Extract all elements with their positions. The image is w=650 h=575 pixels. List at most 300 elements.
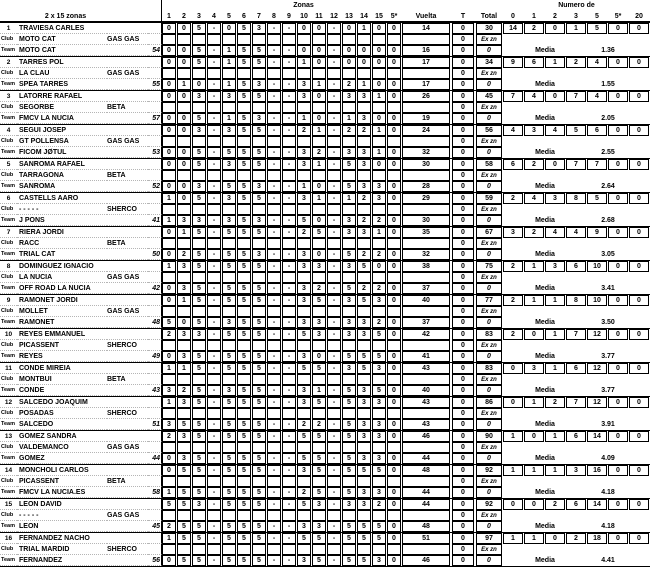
time-penalty-cell: 0 [452, 408, 474, 419]
zone-score-cell: - [327, 295, 341, 306]
zone-score-cell: 1 [222, 79, 236, 90]
empty-zone-cell [207, 340, 221, 351]
zone-score-cell: 5 [342, 431, 356, 442]
zone-score-cell: - [207, 431, 221, 442]
empty-zone-cell [357, 136, 371, 147]
bib-spacer [148, 306, 162, 317]
zone-score-cell: 0 [342, 57, 356, 68]
empty-zone-cell [282, 442, 296, 453]
empty-zone-cell [282, 68, 296, 79]
header-columns-row [0, 11, 650, 23]
empty-zone-cell [252, 510, 266, 521]
zone-score-cell: 5 [342, 283, 356, 294]
rider-main-row [0, 397, 650, 408]
time-penalty-cell: 0 [452, 91, 474, 102]
zone-score-cell: 5 [237, 79, 251, 90]
numero-end-spacer [629, 113, 650, 124]
club-row-label: Club [0, 238, 17, 249]
zone-score-cell: 3 [222, 193, 236, 204]
empty-zone-cell [222, 510, 236, 521]
empty-zone-cell [162, 170, 176, 181]
media-value: 3.50 [601, 319, 615, 326]
zone-score-cell: 0 [312, 91, 326, 102]
zone-score-cell: 2 [297, 227, 311, 238]
empty-zone-cell [207, 68, 221, 79]
numero-count-cell: 0 [608, 193, 628, 204]
bib-spacer [148, 125, 162, 136]
empty-zone-cell [162, 68, 176, 79]
zone-score-cell: - [282, 363, 296, 374]
zone-score-cell: 5 [192, 385, 206, 396]
zone-score-cell: 3 [357, 487, 371, 498]
zone-score-cell: 1 [312, 79, 326, 90]
vuelta-total-cell: 19 [402, 113, 450, 124]
zone-score-cell: - [282, 487, 296, 498]
zone-score-cell: 5 [222, 465, 236, 476]
empty-zone-cell [312, 408, 326, 419]
zone-score-cell: 0 [387, 317, 401, 328]
rider-name: DOMINGUEZ IGNACIO [17, 261, 107, 272]
rider-team-row [0, 181, 650, 192]
zone-score-cell: 2 [357, 215, 371, 226]
zone-score-cell: 3 [372, 295, 386, 306]
vuelta-total-cell: 17 [402, 57, 450, 68]
zone-score-cell: 5 [342, 465, 356, 476]
bib-number: 53 [148, 147, 162, 158]
total-cell: 86 [476, 397, 502, 408]
numero-count-cell: 2 [524, 23, 544, 34]
empty-zone-cell [357, 238, 371, 249]
vuelta-total-cell: 44 [402, 453, 450, 464]
rider-team-row [0, 249, 650, 260]
zone-score-cell: 5 [372, 385, 386, 396]
empty-zone-cell [327, 374, 341, 385]
zone-score-cell: - [207, 465, 221, 476]
zone-score-cell: 3 [297, 397, 311, 408]
numero-count-cell: 1 [545, 363, 565, 374]
zone-score-cell: - [282, 431, 296, 442]
numero-count-cell: 1 [545, 57, 565, 68]
empty-zone-cell [162, 272, 176, 283]
bib-spacer [148, 499, 162, 510]
zone-score-cell: 5 [237, 317, 251, 328]
bib-number: 49 [148, 351, 162, 362]
vuelta-total-cell: 38 [402, 261, 450, 272]
empty-zone-cell [387, 340, 401, 351]
empty-vuelta-cell [402, 476, 450, 487]
vuelta-total-cell: 35 [402, 227, 450, 238]
numero-count-cell: 0 [629, 397, 649, 408]
empty-zone-cell [312, 510, 326, 521]
zone-score-cell: 0 [387, 419, 401, 430]
time-penalty-cell: 0 [452, 283, 474, 294]
empty-zone-cell [237, 510, 251, 521]
club-name: LA NUCIA [17, 272, 107, 283]
zone-score-cell: 0 [162, 91, 176, 102]
team-row-label: Team [0, 419, 17, 430]
zone-score-cell: 5 [297, 329, 311, 340]
team-name: SANROMA [17, 181, 107, 192]
empty-zone-cell [162, 136, 176, 147]
media-value: 1.55 [601, 81, 615, 88]
zone-score-cell: 5 [342, 249, 356, 260]
numero-count-cell: 0 [629, 57, 649, 68]
results-body [0, 23, 650, 567]
zone-score-cell: 5 [237, 283, 251, 294]
zone-score-cell: 0 [162, 249, 176, 260]
time-penalty-cell: 0 [452, 465, 474, 476]
zone-score-cell: - [267, 215, 281, 226]
empty-zone-cell [327, 306, 341, 317]
numero-count-cell: 1 [503, 533, 523, 544]
numero-end-spacer [629, 521, 650, 532]
empty-zone-cell [282, 510, 296, 521]
empty-zone-cell [267, 272, 281, 283]
media-label: Media [535, 455, 555, 462]
empty-zone-cell [357, 374, 371, 385]
zone-score-cell: - [282, 397, 296, 408]
vuelta-total-cell: 44 [402, 499, 450, 510]
empty-zone-cell [192, 102, 206, 113]
zone-score-cell: - [282, 283, 296, 294]
club-name: MONTBUI [17, 374, 107, 385]
total-cell: 59 [476, 193, 502, 204]
zone-score-cell: 3 [222, 159, 236, 170]
zone-score-cell: 3 [192, 125, 206, 136]
brand-name: BETA [107, 238, 148, 249]
zone-score-cell: 0 [162, 227, 176, 238]
zone-score-cell: - [267, 261, 281, 272]
numero-col-header: 0 [511, 12, 515, 20]
empty-zone-cell [267, 136, 281, 147]
brand-spacer [107, 125, 148, 136]
rider-main-row [0, 159, 650, 170]
brand-spacer [107, 215, 148, 226]
zone-score-cell: 5 [222, 363, 236, 374]
zone-score-cell: 5 [162, 317, 176, 328]
zone-score-cell: 5 [177, 419, 191, 430]
zone-score-cell: - [207, 329, 221, 340]
rider-position: 11 [0, 363, 17, 374]
zone-score-cell: 3 [342, 329, 356, 340]
zone-score-cell: 3 [357, 397, 371, 408]
team-name: FICOM JØTUL [17, 147, 107, 158]
bib-spacer [148, 329, 162, 340]
time-penalty-cell: 0 [452, 45, 474, 56]
zone-col-header: 1 [167, 12, 171, 20]
numero-count-cell: 12 [587, 329, 607, 340]
zone-score-cell: 2 [372, 215, 386, 226]
zone-score-cell: 3 [312, 317, 326, 328]
time-penalty-cell: 0 [452, 113, 474, 124]
total-cell: 92 [476, 465, 502, 476]
empty-zone-cell [282, 238, 296, 249]
time-penalty-cell: 0 [452, 533, 474, 544]
zone-score-cell: - [327, 419, 341, 430]
empty-zone-cell [237, 374, 251, 385]
zone-score-cell: 0 [162, 181, 176, 192]
bib-number: 43 [148, 385, 162, 396]
empty-zone-cell [312, 544, 326, 555]
team-row-label: Team [0, 453, 17, 464]
empty-zone-cell [252, 204, 266, 215]
club-row-label: Club [0, 374, 17, 385]
time-penalty-cell: 0 [452, 555, 474, 566]
empty-zone-cell [372, 136, 386, 147]
vuelta-total-cell: 46 [402, 431, 450, 442]
empty-zone-cell [342, 170, 356, 181]
empty-zone-cell [222, 238, 236, 249]
zone-score-cell: 5 [237, 487, 251, 498]
empty-zone-cell [222, 34, 236, 45]
rider-club-row [0, 170, 650, 181]
empty-zone-cell [372, 340, 386, 351]
numero-empty-span [503, 510, 650, 521]
zone-score-cell: - [282, 555, 296, 566]
zone-score-cell: 2 [297, 125, 311, 136]
empty-zone-cell [222, 340, 236, 351]
zone-score-cell: 3 [372, 431, 386, 442]
zone-score-cell: - [327, 215, 341, 226]
zone-score-cell: - [327, 521, 341, 532]
zone-score-cell: 3 [297, 295, 311, 306]
zone-score-cell: 5 [222, 181, 236, 192]
lap-total-zero-cell: 0 [476, 351, 502, 362]
zone-score-cell: - [327, 499, 341, 510]
zone-score-cell: - [327, 363, 341, 374]
rider-name: MONCHOLI CARLOS [17, 465, 107, 476]
time-penalty-cell: 0 [452, 442, 474, 453]
empty-zone-cell [222, 476, 236, 487]
zone-score-cell: 2 [177, 249, 191, 260]
bib-spacer [148, 34, 162, 45]
rider-club-row [0, 68, 650, 79]
empty-zone-cell [372, 374, 386, 385]
bib-spacer [148, 102, 162, 113]
zone-score-cell: 5 [252, 465, 266, 476]
zone-score-cell: 0 [387, 227, 401, 238]
rider-team-row [0, 351, 650, 362]
zone-score-cell: - [327, 351, 341, 362]
time-penalty-cell: 0 [452, 193, 474, 204]
empty-zone-cell [327, 272, 341, 283]
empty-zone-cell [237, 442, 251, 453]
numero-empty-span [503, 408, 650, 419]
zone-score-cell: 3 [372, 193, 386, 204]
media-value: 3.05 [601, 251, 615, 258]
empty-zone-cell [222, 306, 236, 317]
empty-vuelta-cell [402, 340, 450, 351]
zone-score-cell: 0 [162, 351, 176, 362]
rider-main-row [0, 499, 650, 510]
total-cell: 56 [476, 125, 502, 136]
empty-zone-cell [267, 238, 281, 249]
zone-col-header: 7 [257, 12, 261, 20]
zone-score-cell: 0 [312, 215, 326, 226]
zone-score-cell: 3 [342, 91, 356, 102]
brand-name: GAS GAS [107, 306, 148, 317]
zone-col-header: 5 [227, 12, 231, 20]
empty-zone-cell [342, 476, 356, 487]
bib-spacer [148, 261, 162, 272]
zone-score-cell: 3 [357, 227, 371, 238]
numero-end-spacer [629, 351, 650, 362]
empty-zone-cell [342, 408, 356, 419]
zone-score-cell: - [207, 215, 221, 226]
brand-spacer [107, 521, 148, 532]
zone-score-cell: 5 [237, 555, 251, 566]
rider-team-row [0, 317, 650, 328]
brand-spacer [107, 249, 148, 260]
zone-score-cell: 5 [357, 521, 371, 532]
empty-zone-cell [162, 544, 176, 555]
numero-count-cell: 1 [545, 465, 565, 476]
bib-spacer [148, 159, 162, 170]
club-row-label: Club [0, 272, 17, 283]
zone-score-cell: - [207, 193, 221, 204]
zone-score-cell: 5 [192, 521, 206, 532]
empty-zone-cell [222, 102, 236, 113]
zone-score-cell: 5 [192, 283, 206, 294]
empty-zone-cell [387, 102, 401, 113]
zone-score-cell: 3 [192, 215, 206, 226]
zone-score-cell: 5 [252, 57, 266, 68]
empty-zone-cell [357, 102, 371, 113]
numero-group-label: Numero de [558, 2, 595, 9]
zone-score-cell: - [267, 329, 281, 340]
zone-score-cell: 1 [342, 113, 356, 124]
zone-score-cell: - [282, 193, 296, 204]
zone-score-cell: 2 [372, 317, 386, 328]
rider-team-row [0, 215, 650, 226]
empty-zone-cell [237, 272, 251, 283]
zone-score-cell: 0 [387, 397, 401, 408]
brand-name: BETA [107, 374, 148, 385]
zone-score-cell: - [282, 215, 296, 226]
total-cell: 34 [476, 57, 502, 68]
lap-total-zero-cell: 0 [476, 487, 502, 498]
empty-zone-cell [267, 306, 281, 317]
brand-spacer [107, 113, 148, 124]
empty-zone-cell [177, 340, 191, 351]
zone-score-cell: 0 [387, 465, 401, 476]
zone-score-cell: 5 [192, 113, 206, 124]
team-name: FMCV LA NUCIA [17, 113, 107, 124]
numero-count-cell: 0 [524, 431, 544, 442]
zone-score-cell: 3 [297, 193, 311, 204]
total-cell: 77 [476, 295, 502, 306]
media-label: Media [535, 523, 555, 530]
media-label: Media [535, 387, 555, 394]
club-name: TARRAGONA [17, 170, 107, 181]
rider-club-row [0, 136, 650, 147]
numero-count-cell: 14 [587, 499, 607, 510]
rider-name: TRAVIESA CARLES [17, 23, 107, 34]
empty-zone-cell [237, 340, 251, 351]
numero-count-cell: 10 [587, 295, 607, 306]
vuelta-total-cell: 17 [402, 79, 450, 90]
numero-count-cell: 4 [503, 125, 523, 136]
empty-vuelta-cell [402, 170, 450, 181]
empty-zone-cell [207, 544, 221, 555]
zone-score-cell: - [207, 295, 221, 306]
vuelta-total-cell: 48 [402, 521, 450, 532]
empty-zone-cell [207, 408, 221, 419]
rider-position: 13 [0, 431, 17, 442]
empty-vuelta-cell [402, 136, 450, 147]
numero-count-cell: 4 [566, 227, 586, 238]
numero-end-spacer [629, 283, 650, 294]
media-value: 4.18 [601, 523, 615, 530]
vuelta-total-cell: 40 [402, 295, 450, 306]
empty-zone-cell [327, 34, 341, 45]
empty-zone-cell [192, 306, 206, 317]
empty-zone-cell [177, 442, 191, 453]
zone-score-cell: - [327, 147, 341, 158]
empty-zone-cell [162, 204, 176, 215]
empty-zone-cell [282, 374, 296, 385]
brand-spacer [107, 385, 148, 396]
zone-score-cell: - [267, 295, 281, 306]
zone-score-cell: 2 [372, 283, 386, 294]
zone-score-cell: 5 [252, 397, 266, 408]
empty-zone-cell [312, 170, 326, 181]
zone-score-cell: 5 [252, 533, 266, 544]
numero-count-cell: 8 [566, 193, 586, 204]
time-penalty-cell: 0 [452, 57, 474, 68]
numero-count-cell: 0 [545, 159, 565, 170]
empty-zone-cell [207, 476, 221, 487]
ex-zn-cell: Ex zn [476, 408, 502, 419]
brand-spacer [107, 555, 148, 566]
time-penalty-cell: 0 [452, 204, 474, 215]
time-penalty-cell: 0 [452, 34, 474, 45]
empty-zone-cell [267, 68, 281, 79]
ex-zn-cell: Ex zn [476, 102, 502, 113]
team-row-label: Team [0, 521, 17, 532]
zone-score-cell: 0 [297, 23, 311, 34]
empty-zone-cell [312, 204, 326, 215]
numero-empty-span [503, 102, 650, 113]
numero-count-cell: 4 [587, 91, 607, 102]
time-penalty-cell: 0 [452, 544, 474, 555]
zone-score-cell: 3 [162, 385, 176, 396]
empty-zone-cell [372, 170, 386, 181]
zone-score-cell: 3 [357, 147, 371, 158]
zone-score-cell: 3 [342, 295, 356, 306]
numero-count-cell: 3 [566, 465, 586, 476]
club-name: RACC [17, 238, 107, 249]
zone-score-cell: 5 [252, 487, 266, 498]
zone-score-cell: 5 [342, 555, 356, 566]
empty-zone-cell [207, 306, 221, 317]
numero-count-cell: 18 [587, 533, 607, 544]
zone-score-cell: 5 [237, 419, 251, 430]
empty-zone-cell [207, 34, 221, 45]
empty-zone-cell [357, 272, 371, 283]
numero-col-header: 5* [614, 12, 622, 20]
zone-score-cell: 2 [312, 283, 326, 294]
zone-score-cell: 2 [162, 521, 176, 532]
zone-score-cell: 0 [342, 45, 356, 56]
empty-zone-cell [372, 510, 386, 521]
zone-score-cell: 3 [177, 453, 191, 464]
zone-score-cell: 0 [222, 23, 236, 34]
bib-spacer [148, 272, 162, 283]
numero-count-cell: 0 [608, 227, 628, 238]
zone-score-cell: 0 [372, 113, 386, 124]
empty-zone-cell [192, 408, 206, 419]
